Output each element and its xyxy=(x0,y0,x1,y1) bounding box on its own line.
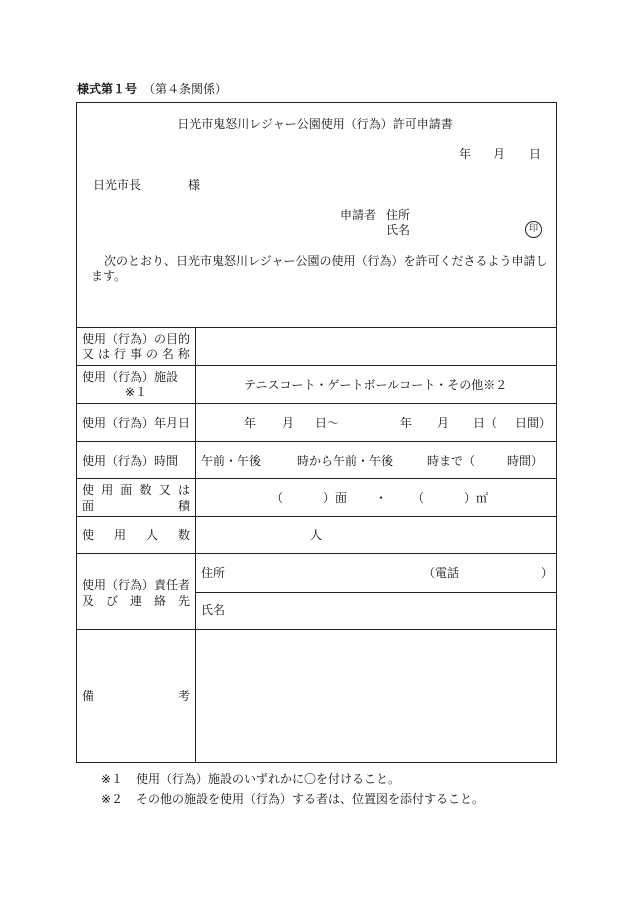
row-divider xyxy=(76,365,557,366)
area-label-line1: 使 用 面 数 又 は xyxy=(82,483,190,497)
form-number: 様式第１号 xyxy=(77,82,138,96)
dates-month2: 月 xyxy=(437,416,450,430)
row-divider xyxy=(76,629,557,630)
area-close2: ）㎡ xyxy=(464,491,489,505)
facility-options: テニスコート・ゲートボールコート・その他※２ xyxy=(244,378,508,392)
page-title: 日光市鬼怒川レジャー公園使用（行為）許可申請書 xyxy=(177,117,453,131)
time-label: 使用（行為）時間 xyxy=(82,454,179,468)
row-divider xyxy=(76,516,557,517)
area-label-line2: 面 積 xyxy=(82,499,190,513)
applicant-name-label: 氏名 xyxy=(386,223,411,237)
area-open2: （ xyxy=(412,491,425,505)
contact-address-label: 住所 xyxy=(201,566,226,580)
applicant-address-label: 住所 xyxy=(386,208,411,222)
dates-days: 日間） xyxy=(515,416,552,430)
facility-label-note: ※１ xyxy=(125,385,148,399)
row-divider xyxy=(76,441,557,442)
area-open1: （ xyxy=(271,491,284,505)
seal-icon: 印 xyxy=(525,221,542,238)
time-part4: 時間） xyxy=(507,454,544,468)
table-border-bottom xyxy=(76,762,557,763)
dates-day1: 日～ xyxy=(315,416,340,430)
application-statement: 次のとおり、日光市鬼怒川レジャー公園の使用（行為）を許可くださるよう申請します。 xyxy=(91,254,548,283)
people-unit: 人 xyxy=(310,528,323,542)
area-dot: ・ xyxy=(375,491,388,505)
time-part1: 午前・午後 xyxy=(201,454,262,468)
note-1-text: 使用（行為）施設のいずれかに〇を付けること。 xyxy=(136,772,401,786)
date-month: 月 xyxy=(493,147,506,161)
people-label: 使 用 人 数 xyxy=(82,528,190,542)
facility-label-line1: 使用（行為）施設 xyxy=(82,370,179,384)
note-2-mark: ※２ xyxy=(101,792,124,806)
addressee-name: 日光市長 xyxy=(93,178,142,192)
dates-label: 使用（行為）年月日 xyxy=(82,416,191,430)
row-divider xyxy=(76,478,557,479)
addressee-honorific: 様 xyxy=(188,178,201,192)
row-divider xyxy=(76,403,557,404)
time-part2: 時から午前・午後 xyxy=(297,454,394,468)
dates-month1: 月 xyxy=(282,416,295,430)
row-divider xyxy=(76,553,557,554)
row-divider xyxy=(76,327,557,328)
applicant-label: 申請者 xyxy=(340,208,377,222)
note-2-text: その他の施設を使用（行為）する者は、位置図を添付すること。 xyxy=(136,792,485,806)
form-relation: （第４条関係） xyxy=(143,82,228,96)
date-year: 年 xyxy=(459,147,472,161)
row-divider-inner xyxy=(195,592,557,593)
time-part3: 時まで（ xyxy=(427,454,476,468)
dates-year2: 年 xyxy=(400,416,413,430)
purpose-label-line2: 又 は 行 事 の 名 称 xyxy=(82,347,190,361)
contact-name-label: 氏名 xyxy=(201,603,226,617)
area-close1: ）面 xyxy=(323,491,348,505)
note-1-mark: ※１ xyxy=(101,772,124,786)
contact-phone-close: ） xyxy=(541,566,554,580)
table-border-left xyxy=(76,102,77,763)
remarks-label: 備 考 xyxy=(82,689,190,703)
contact-label-line2: 及 び 連 絡 先 xyxy=(82,594,190,608)
date-day: 日 xyxy=(529,147,542,161)
table-border-top xyxy=(76,102,557,103)
dates-day2: 日（ xyxy=(473,416,498,430)
column-divider xyxy=(195,327,196,762)
purpose-label-line1: 使用（行為）の目的 xyxy=(82,332,191,346)
contact-phone-open: （電話 xyxy=(423,566,460,580)
contact-label-line1: 使用（行為）責任者 xyxy=(82,578,191,592)
dates-year1: 年 xyxy=(244,416,257,430)
table-border-right xyxy=(556,102,557,763)
